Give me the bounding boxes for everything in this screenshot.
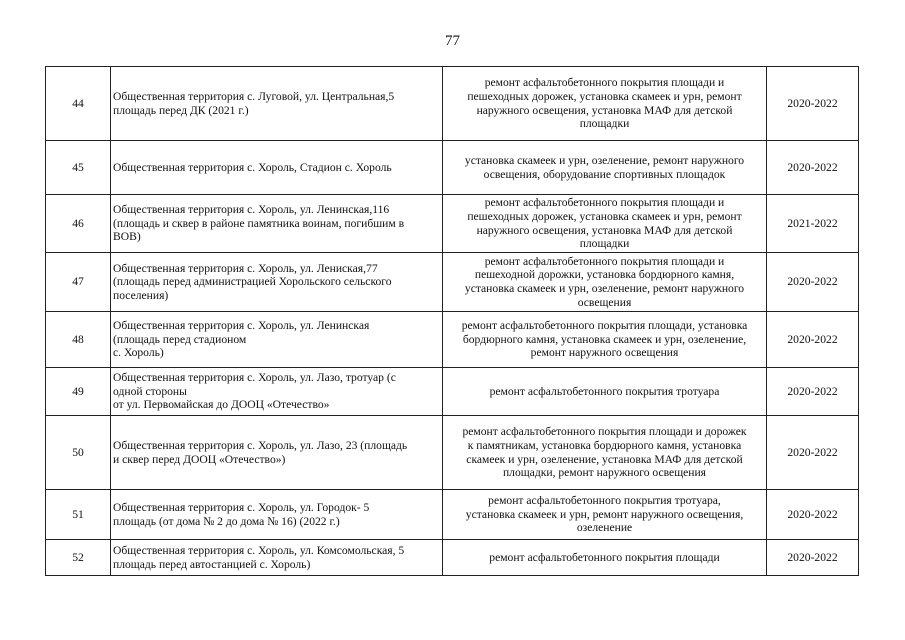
territory-line: площадь перед ДК (2021 г.) — [113, 103, 249, 117]
works-line: ремонт асфальтобетонного покрытия тротуара, — [488, 494, 721, 508]
period-cell: 2020-2022 — [767, 312, 859, 368]
works-line: ремонт асфальтобетонного покрытия площади — [489, 550, 720, 564]
table-row — [46, 67, 859, 141]
territory-line: от ул. Первомайская до ДООЦ «Отечество» — [113, 398, 330, 412]
works-line: бордюрного камня, установка скамеек и урн, озеленение, — [462, 332, 747, 346]
territory-line: ВОВ) — [113, 230, 141, 244]
territory-cell — [111, 195, 443, 253]
works-cell — [443, 312, 767, 368]
territory-line: (площадь перед администрацией Хорольского сельского — [113, 275, 392, 289]
works-line: ремонт наружного освещения — [530, 346, 679, 360]
territories-table — [45, 66, 859, 576]
works-line: площадки — [579, 117, 630, 131]
territory-cell — [111, 416, 443, 490]
row-number: 52 — [46, 540, 111, 576]
territory-line: и сквер перед ДООЦ «Отечество») — [113, 452, 286, 466]
territory-line: одной стороны — [113, 384, 187, 398]
period-cell: 2020-2022 — [767, 368, 859, 416]
territory-line: (площадь перед стадионом — [113, 332, 247, 346]
period-cell: 2020-2022 — [767, 490, 859, 540]
period-cell: 2021-2022 — [767, 195, 859, 253]
territory-cell — [111, 490, 443, 540]
works-line: площадки, ремонт наружного освещения — [502, 466, 707, 480]
territory-line: площадь (от дома № 2 до дома № 16) (2022 г.) — [113, 514, 340, 528]
works-cell — [443, 368, 767, 416]
works-line: ремонт асфальтобетонного покрытия тротуара — [489, 384, 720, 398]
row-number: 49 — [46, 368, 111, 416]
table-row — [46, 253, 859, 312]
table-body — [46, 67, 859, 576]
territory-line: Общественная территория с. Хороль, ул. Ленинская — [113, 319, 370, 333]
period-cell: 2020-2022 — [767, 67, 859, 141]
works-line: освещения — [577, 295, 632, 309]
territory-line: площадь перед автостанцией с. Хороль) — [113, 557, 311, 571]
works-cell — [443, 253, 767, 312]
works-line: пешеходных дорожек, установка скамеек и урн, ремонт — [467, 209, 742, 223]
row-number: 45 — [46, 141, 111, 195]
works-line: пешеходных дорожек, установка скамеек и урн, ремонт — [467, 89, 742, 103]
period-cell: 2020-2022 — [767, 540, 859, 576]
table-row — [46, 416, 859, 490]
works-line: установка скамеек и урн, ремонт наружного освещения, — [465, 507, 744, 521]
territory-line: (площадь и сквер в районе памятника воинам, погибшим в — [113, 216, 405, 230]
row-number: 50 — [46, 416, 111, 490]
works-line: ремонт асфальтобетонного покрытия площади, установка — [461, 319, 748, 333]
territory-line: поселения) — [113, 288, 169, 302]
works-line: площадки — [579, 237, 630, 251]
works-line: ремонт асфальтобетонного покрытия площади и — [484, 76, 725, 90]
row-number: 47 — [46, 253, 111, 312]
works-line: наружного освещения, установка МАФ для детской — [476, 103, 733, 117]
row-number: 46 — [46, 195, 111, 253]
table-row — [46, 195, 859, 253]
page-number: 77 — [445, 33, 460, 49]
territory-line: с. Хороль) — [113, 346, 164, 360]
works-cell — [443, 540, 767, 576]
table-row — [46, 490, 859, 540]
territory-line: Общественная территория с. Хороль, ул. Комсомольская, 5 — [113, 543, 405, 557]
territory-line: Общественная территория с. Хороль, ул. Лазо, тротуар (с — [113, 371, 396, 385]
territory-line: Общественная территория с. Хороль, Стадион с. Хороль — [113, 160, 392, 174]
territory-cell — [111, 368, 443, 416]
works-line: к памятникам, установка бордюрного камня, установка — [467, 438, 742, 452]
row-number: 44 — [46, 67, 111, 141]
period-cell: 2020-2022 — [767, 141, 859, 195]
territory-cell — [111, 312, 443, 368]
works-line: пешеходной дорожки, установка бордюрного камня, — [474, 268, 735, 282]
territory-cell — [111, 141, 443, 195]
territory-line: Общественная территория с. Луговой, ул. Центральная,5 — [113, 89, 395, 103]
works-line: скамеек и урн, озеленение, установка МАФ для детской — [466, 452, 743, 466]
works-line: ремонт асфальтобетонного покрытия площади и — [484, 254, 725, 268]
period-cell: 2020-2022 — [767, 253, 859, 312]
works-cell — [443, 141, 767, 195]
territory-cell — [111, 540, 443, 576]
works-line: ремонт асфальтобетонного покрытия площади и — [484, 196, 725, 210]
works-line: установка скамеек и урн, озеленение, ремонт наружного — [464, 282, 745, 295]
territory-line: Общественная территория с. Хороль, ул. Ленинская,116 — [113, 203, 390, 217]
table-row — [46, 540, 859, 576]
territory-cell — [111, 67, 443, 141]
works-line: наружного освещения, установка МАФ для детской — [476, 223, 733, 237]
works-cell — [443, 490, 767, 540]
works-cell — [443, 416, 767, 490]
territory-cell — [111, 253, 443, 312]
territory-line: Общественная территория с. Хороль, ул. Лазо, 23 (площадь — [113, 438, 408, 452]
works-cell — [443, 67, 767, 141]
territory-line: Общественная территория с. Хороль, ул. Городок- 5 — [113, 500, 370, 514]
territory-line: Общественная территория с. Хороль, ул. Лениская,77 — [113, 261, 378, 275]
table-row — [46, 368, 859, 416]
works-line: установка скамеек и урн, озеленение, ремонт наружного — [464, 153, 745, 167]
table-row — [46, 141, 859, 195]
row-number: 48 — [46, 312, 111, 368]
works-line: освещения, оборудование спортивных площадок — [483, 167, 726, 181]
period-cell: 2020-2022 — [767, 416, 859, 490]
works-cell — [443, 195, 767, 253]
works-line: озеленение — [576, 521, 633, 535]
row-number: 51 — [46, 490, 111, 540]
works-line: ремонт асфальтобетонного покрытия площади и дорожек — [462, 425, 747, 439]
table-row — [46, 312, 859, 368]
